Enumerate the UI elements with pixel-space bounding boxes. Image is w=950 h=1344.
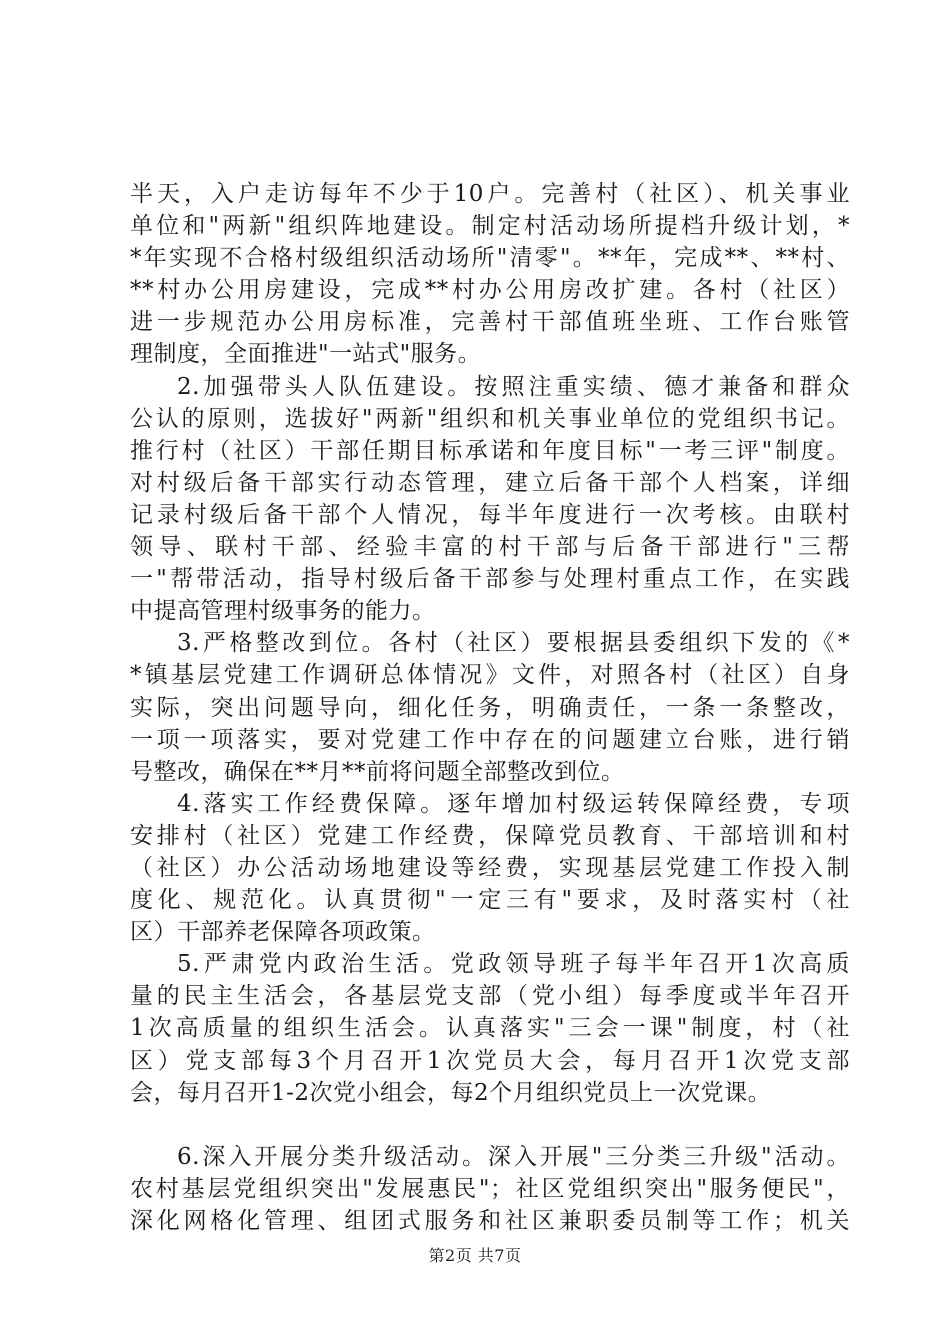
- text-line: 区）干部养老保障各项政策。: [130, 919, 436, 946]
- text-line: 4.落实工作经费保障。逐年增加村级运转保障经费，专项: [177, 790, 850, 817]
- text-line: 2.加强带头人队伍建设。按照注重实绩、德才兼备和群众: [177, 373, 850, 400]
- text-line: 中提高管理村级事务的能力。: [130, 598, 436, 625]
- document-body: [130, 178, 850, 1237]
- text-line: **村办公用房建设，完成**村办公用房改扩建。各村（社区）: [130, 277, 850, 304]
- paragraph-p0: [130, 178, 850, 371]
- text-line: 领导、联村干部、经验丰富的村干部与后备干部进行"三帮: [130, 534, 850, 561]
- text-line: 实际，突出问题导向，细化任务，明确责任，一条一条整改，: [130, 694, 850, 721]
- text-line: 1次高质量的组织生活会。认真落实"三会一课"制度，村（社: [130, 1015, 850, 1042]
- paragraph-p3: [130, 788, 850, 948]
- paragraph-p5: [130, 1141, 850, 1237]
- text-line: 单位和"两新"组织阵地建设。制定村活动场所提档升级计划，*: [130, 213, 850, 240]
- text-line: 半天，入户走访每年不少于10户。完善村（社区）、机关事业: [130, 181, 850, 207]
- text-line: 安排村（社区）党建工作经费，保障党员教育、干部培训和村: [130, 822, 850, 849]
- text-line: 公认的原则，选拔好"两新"组织和机关事业单位的党组织书记。: [130, 405, 850, 432]
- text-line: 进一步规范办公用房标准，完善村干部值班坐班、工作台账管: [130, 309, 850, 336]
- text-line: *镇基层党建工作调研总体情况》文件，对照各村（社区）自身: [130, 662, 850, 689]
- text-line: 推行村（社区）干部任期目标承诺和年度目标"一考三评"制度。: [130, 437, 850, 464]
- text-line: 量的民主生活会，各基层党支部（党小组）每季度或半年召开: [130, 983, 850, 1010]
- text-line: 度化、规范化。认真贯彻"一定三有"要求，及时落实村（社: [130, 887, 850, 914]
- text-line: 深化网格化管理、组团式服务和社区兼职委员制等工作；机关: [130, 1207, 850, 1234]
- text-line: 区）党支部每3个月召开1次党员大会，每月召开1次党支部: [130, 1047, 850, 1074]
- text-line: 6.深入开展分类升级活动。深入开展"三分类三升级"活动。: [177, 1143, 850, 1170]
- paragraph-p4: [130, 948, 850, 1108]
- text-line: 对村级后备干部实行动态管理，建立后备干部个人档案，详细: [130, 469, 850, 496]
- text-line: 理制度，全面推进"一站式"服务。: [130, 341, 482, 368]
- text-line: *年实现不合格村级组织活动场所"清零"。**年，完成**、**村、: [130, 245, 850, 272]
- text-line: 会，每月召开1-2次党小组会，每2个月组织党员上一次党课。: [130, 1079, 772, 1106]
- text-line: 5.严肃党内政治生活。党政领导班子每半年召开1次高质: [177, 951, 850, 978]
- text-line: 3.严格整改到位。各村（社区）要根据县委组织下发的《*: [177, 630, 850, 657]
- page-footer: 第2页 共7页: [428, 1246, 522, 1265]
- text-line: 农村基层党组织突出"发展惠民"；社区党组织突出"服务便民"，: [130, 1175, 850, 1202]
- paragraph-spacer: [130, 1109, 850, 1141]
- text-line: （社区）办公活动场地建设等经费，实现基层党建工作投入制: [130, 854, 850, 881]
- text-line: 号整改，确保在**月**前将问题全部整改到位。: [130, 758, 625, 785]
- text-line: 一"帮带活动，指导村级后备干部参与处理村重点工作，在实践: [130, 566, 850, 593]
- text-line: 记录村级后备干部个人情况，每半年度进行一次考核。由联村: [130, 501, 850, 528]
- text-line: 一项一项落实，要对党建工作中存在的问题建立台账，进行销: [130, 726, 850, 753]
- paragraph-p1: [130, 371, 850, 628]
- paragraph-p2: [130, 627, 850, 787]
